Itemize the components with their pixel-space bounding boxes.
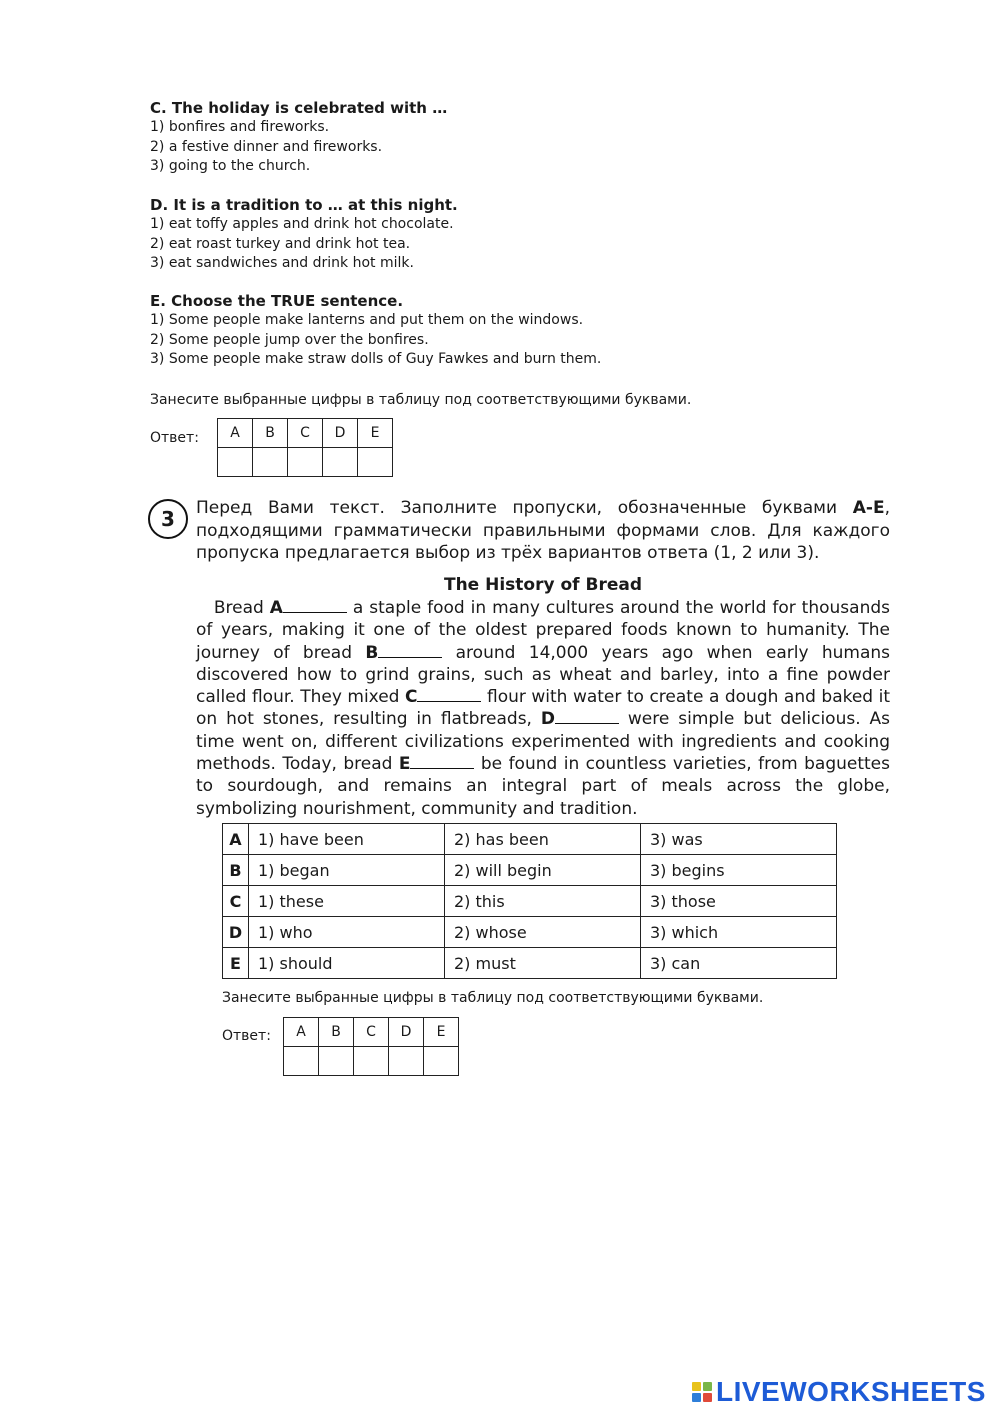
logo-text: LIVEWORKSHEETS bbox=[716, 1376, 986, 1407]
option-cell: 1) should bbox=[249, 948, 445, 979]
story-segment: Bread bbox=[213, 598, 270, 618]
liveworksheets-logo bbox=[692, 1376, 986, 1408]
story-text bbox=[196, 597, 890, 820]
question-option: 1) Some people make lanterns and put them on the windows. bbox=[150, 312, 584, 328]
story-segment: were simple but delicious. As time went on, different civilizations experimented with ingredients and cooking methods. Today, bread bbox=[196, 709, 890, 775]
answer-header-cell: A bbox=[284, 1018, 319, 1047]
gap-c-blank[interactable] bbox=[417, 686, 481, 702]
answer-input-cell[interactable] bbox=[288, 448, 323, 477]
answer-input-cell[interactable] bbox=[323, 448, 358, 477]
option-cell: 2) whose bbox=[445, 917, 641, 948]
task-instruction-text: Перед Вами текст. Заполните пропуски, обозначенные буквами bbox=[196, 498, 853, 518]
story-segment: flour with water to create a dough and baked it on hot stones, resulting in flatbreads, bbox=[196, 687, 891, 730]
gap-a-blank[interactable] bbox=[283, 597, 347, 613]
question-option: 3) Some people make straw dolls of Guy Fawkes and burn them. bbox=[150, 351, 602, 367]
answer-input-cell[interactable] bbox=[284, 1047, 319, 1076]
answer-input-cell[interactable] bbox=[424, 1047, 459, 1076]
answer-header-cell: D bbox=[389, 1018, 424, 1047]
story-title: The History of Bread bbox=[443, 575, 642, 595]
task-instruction bbox=[196, 497, 890, 565]
answer-input-cell[interactable] bbox=[218, 448, 253, 477]
gap-letter: E bbox=[398, 754, 411, 775]
answer-label: Ответ: bbox=[222, 1028, 271, 1044]
gap-letter: C bbox=[404, 687, 418, 708]
gap-letter: D bbox=[540, 709, 555, 730]
option-cell: 2) will begin bbox=[445, 855, 641, 886]
answer-table-1 bbox=[217, 418, 393, 477]
question-option: 2) Some people jump over the bonfires. bbox=[150, 331, 429, 348]
gap-letter: A bbox=[269, 598, 283, 618]
answer-header-cell: C bbox=[288, 419, 323, 448]
row-letter: D bbox=[223, 917, 249, 948]
answer-label: Ответ: bbox=[150, 430, 199, 446]
logo-mark-square bbox=[703, 1382, 712, 1391]
answer-table-2 bbox=[283, 1017, 459, 1076]
question-title: C. The holiday is celebrated with … bbox=[150, 99, 448, 117]
option-cell: 2) must bbox=[445, 948, 641, 979]
row-letter: B bbox=[223, 855, 249, 886]
option-cell: 1) these bbox=[249, 886, 445, 917]
option-cell: 3) begins bbox=[641, 855, 837, 886]
answer-header-cell: B bbox=[253, 419, 288, 448]
table-row bbox=[223, 948, 837, 979]
question-d bbox=[150, 196, 770, 274]
option-cell: 1) who bbox=[249, 917, 445, 948]
question-option: 1) eat toffy apples and drink hot chocolate. bbox=[150, 216, 454, 232]
gap-e-blank[interactable] bbox=[410, 753, 474, 769]
gap-letter: B bbox=[365, 642, 379, 663]
options-table bbox=[222, 823, 837, 979]
logo-mark-icon bbox=[692, 1382, 712, 1402]
answer-header-cell: A bbox=[218, 419, 253, 448]
story-segment: a staple food in many cultures around the world for thousands of years, making it one of the oldest prepared foods known to humanity. The journey of bread bbox=[196, 598, 890, 663]
task-number: 3 bbox=[148, 499, 188, 539]
answer-header-cell: B bbox=[319, 1018, 354, 1047]
gap-b-blank[interactable] bbox=[378, 642, 442, 658]
option-cell: 2) has been bbox=[445, 824, 641, 855]
table-row bbox=[223, 886, 837, 917]
answer-header-cell: C bbox=[354, 1018, 389, 1047]
option-cell: 3) was bbox=[641, 824, 837, 855]
answer-input-cell[interactable] bbox=[319, 1047, 354, 1076]
story-segment: around 14,000 years ago when early humans discovered how to grind grains, such as wheat and barley, into a fine powder called flour. They mixed bbox=[196, 642, 890, 708]
gap-d-blank[interactable] bbox=[555, 708, 619, 724]
logo-mark-square bbox=[703, 1393, 712, 1402]
option-cell: 1) have been bbox=[249, 824, 445, 855]
answer-input-cell[interactable] bbox=[389, 1047, 424, 1076]
row-letter: A bbox=[223, 824, 249, 855]
answer-input-cell[interactable] bbox=[354, 1047, 389, 1076]
option-cell: 3) which bbox=[641, 917, 837, 948]
question-option: 2) eat roast turkey and drink hot tea. bbox=[150, 235, 411, 252]
answer-input-cell[interactable] bbox=[358, 448, 393, 477]
question-e bbox=[150, 292, 770, 370]
answer-input-cell[interactable] bbox=[253, 448, 288, 477]
option-cell: 3) those bbox=[641, 886, 837, 917]
question-option: 2) a festive dinner and fireworks. bbox=[150, 138, 383, 155]
question-title: D. It is a tradition to … at this night. bbox=[150, 196, 458, 214]
instruction-text: Занесите выбранные цифры в таблицу под соответствующими буквами. bbox=[150, 392, 692, 408]
answer-header-cell: E bbox=[358, 419, 393, 448]
option-cell: 2) this bbox=[445, 886, 641, 917]
table-row bbox=[223, 855, 837, 886]
instruction-text: Занесите выбранные цифры в таблицу под соответствующими буквами. bbox=[222, 990, 764, 1006]
question-option: 3) going to the church. bbox=[150, 158, 311, 174]
logo-mark-square bbox=[692, 1393, 701, 1402]
table-row bbox=[223, 917, 837, 948]
row-letter: E bbox=[223, 948, 249, 979]
story-segment: be found in countless varieties, from baguettes to sourdough, and remains an integral part of meals across the globe, symbolizing nourishment, community and tradition. bbox=[196, 754, 890, 819]
answer-header-cell: D bbox=[323, 419, 358, 448]
question-title: E. Choose the TRUE sentence. bbox=[150, 292, 404, 310]
option-cell: 1) began bbox=[249, 855, 445, 886]
question-option: 1) bonfires and fireworks. bbox=[150, 119, 330, 135]
task-instruction-text: , подходящими грамматически правильными формами слов. Для каждого пропуска предлагается выбор из трёх вариантов ответа (1, 2 или 3). bbox=[196, 498, 890, 563]
logo-mark-square bbox=[692, 1382, 701, 1391]
table-row bbox=[223, 824, 837, 855]
row-letter: C bbox=[223, 886, 249, 917]
answer-header-cell: E bbox=[424, 1018, 459, 1047]
task-instruction-bold: A-E bbox=[852, 498, 885, 518]
question-c bbox=[150, 99, 770, 177]
option-cell: 3) can bbox=[641, 948, 837, 979]
question-option: 3) eat sandwiches and drink hot milk. bbox=[150, 255, 414, 271]
